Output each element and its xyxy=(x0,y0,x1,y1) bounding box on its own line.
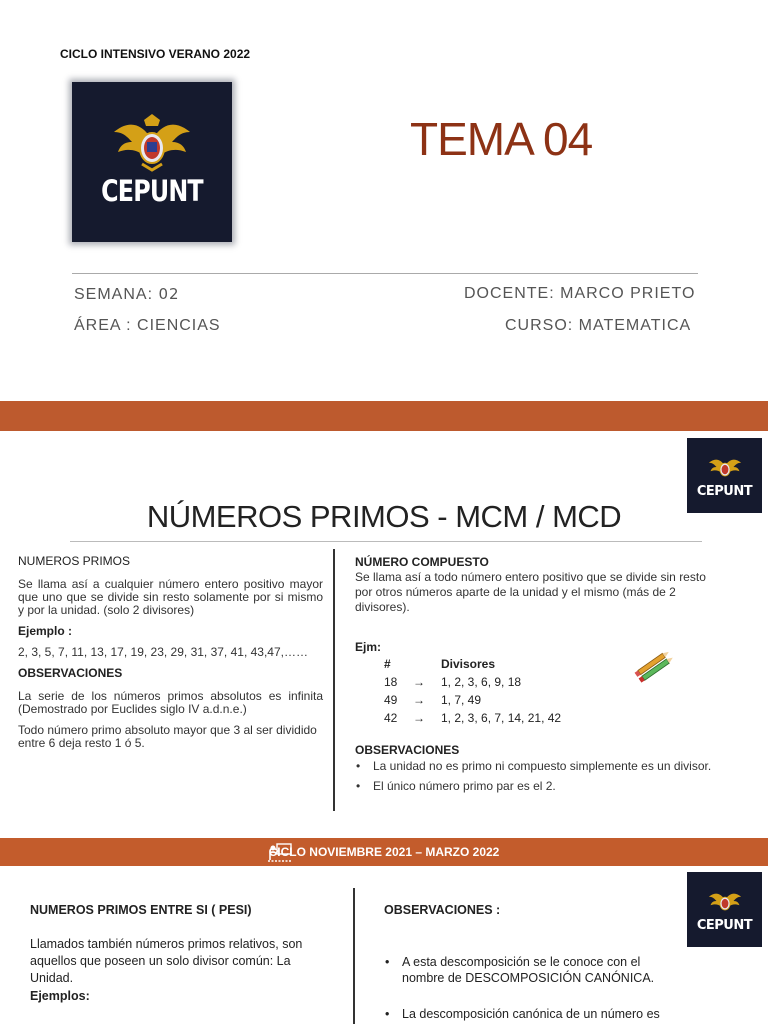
table-row-number: 42 xyxy=(384,711,398,725)
arrow-icon: → xyxy=(413,693,425,707)
definition-text: Se llama así a todo número entero positivo que se divide sin resto por otros números aparte de la unidad y el mismo (más de 2 divisores). xyxy=(355,570,706,614)
example-text: 2, 3, 5, 7, 11, 13, 17, 19, 23, 29, 31, 37, 41, 43,47,…… xyxy=(18,645,308,659)
right-column xyxy=(355,555,725,615)
observations-right xyxy=(355,744,715,798)
table-row-divisors: 1, 2, 3, 6, 7, 14, 21, 42 xyxy=(441,711,562,725)
observations-list xyxy=(355,758,715,794)
accent-band xyxy=(0,401,768,431)
prime-numbers-slide xyxy=(0,431,768,831)
pesi-slide xyxy=(0,866,768,1024)
topic-title: TEMA 04 xyxy=(410,113,593,165)
observations-heading: OBSERVACIONES xyxy=(18,666,123,680)
definition-text: Se llama así a cualquier número entero positivo mayor que uno que se divide sin resto solamente por si mismo y por la unidad. (solo 2 divisores) xyxy=(18,577,323,617)
divisors-table xyxy=(355,640,655,730)
section-heading: NÚMERO COMPUESTO xyxy=(355,555,489,569)
observation-text: Todo número primo absoluto mayor que 3 al ser dividido entre 6 deja resto 1 ó 5. xyxy=(18,723,317,750)
section-heading: NUMEROS PRIMOS xyxy=(18,554,131,568)
arrow-icon: → xyxy=(413,675,425,689)
observation-text: La serie de los números primos absolutos es infinita (Demostrado por Euclides siglo IV a.d.n.e.) xyxy=(18,689,323,716)
example-heading: Ejemplos: xyxy=(30,989,90,1003)
arrow-icon: → xyxy=(413,711,425,725)
teacher-info: DOCENTE: MARCO PRIETO xyxy=(464,285,696,302)
example-label: Ejm: xyxy=(355,640,382,654)
course-info: CURSO: MATEMATICA xyxy=(505,317,692,334)
column-divider xyxy=(333,549,335,811)
list-item: • A esta descomposición se le conoce con el nombre de DESCOMPOSICIÓN CANÓNICA. xyxy=(384,954,674,986)
footer-band xyxy=(0,838,768,866)
left-column xyxy=(18,555,323,750)
area-info: ÁREA : CIENCIAS xyxy=(74,317,221,334)
example-heading: Ejemplo : xyxy=(18,624,73,638)
cepunt-logo-small xyxy=(687,872,762,947)
cycle-label: CICLO INTENSIVO VERANO 2022 xyxy=(60,47,251,61)
observations-heading: OBSERVACIONES : xyxy=(384,903,501,917)
list-item: • La unidad no es primo ni compuesto simplemente es un divisor. xyxy=(355,758,715,774)
column-divider xyxy=(353,888,355,1024)
week-label: SEMANA: xyxy=(74,286,154,303)
logo-text: CEPUNT xyxy=(101,174,203,208)
eagle-crest-icon xyxy=(708,454,742,480)
slide-title: NÚMEROS PRIMOS - MCM / MCD xyxy=(146,499,622,534)
title-slide xyxy=(0,0,768,401)
divider-line xyxy=(72,273,698,274)
observations-list xyxy=(384,954,674,1024)
column-header-divisors: Divisores xyxy=(441,657,496,671)
week-value: 02 xyxy=(158,285,180,303)
table-row-divisors: 1, 2, 3, 6, 9, 18 xyxy=(441,675,522,689)
definition-text: Llamados también números primos relativos, son aquellos que poseen un solo divisor común: La Unidad. xyxy=(30,937,303,985)
table-row-divisors: 1, 7, 49 xyxy=(441,693,482,707)
title-underline xyxy=(70,541,702,542)
column-header-number: # xyxy=(384,657,391,671)
week-info xyxy=(74,285,180,304)
section-heading: NUMEROS PRIMOS ENTRE SI ( PESI) xyxy=(30,903,252,917)
table-row-number: 49 xyxy=(384,693,398,707)
logo-text: CEPUNT xyxy=(696,484,753,499)
observations-heading: OBSERVACIONES xyxy=(355,743,460,757)
eagle-crest-icon xyxy=(112,112,192,172)
table-row-number: 18 xyxy=(384,675,398,689)
list-item: • El único número primo par es el 2. xyxy=(355,778,715,794)
pencils-icon xyxy=(632,643,674,689)
logo-text: CEPUNT xyxy=(696,918,753,933)
list-item: • La descomposición canónica de un número es xyxy=(384,1006,674,1022)
cepunt-logo xyxy=(72,82,232,242)
eagle-crest-icon xyxy=(708,888,742,914)
footer-text: CICLO NOVIEMBRE 2021 – MARZO 2022 xyxy=(268,845,500,859)
